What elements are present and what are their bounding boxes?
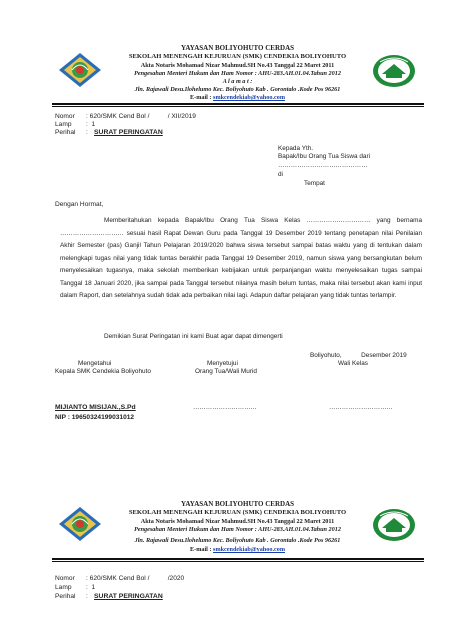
sign-mid-caption: Menyetujui [207, 360, 238, 367]
place-date: Boliyohuto, Desember 2019 [310, 352, 407, 359]
lamp-value: : 1 [86, 584, 96, 591]
notary-deed: Akta Notaris Mohamad Nizar Mahmud.SH No.43 Tanggal 22 Maret 2011 [140, 518, 335, 525]
parent-signature-blank: ………………………… [193, 404, 257, 411]
teacher-signature-blank: ………………………… [329, 404, 393, 411]
school-name: SEKOLAH MENENGAH KEJURUAN (SMK) CENDEKIA BOLIYOHUTO [128, 509, 347, 516]
email-link[interactable]: smkcendekiab@yahoo.com [213, 546, 285, 553]
sign-right-caption: Wali Kelas [338, 360, 368, 367]
recipient-parent: Bapak/Ibu Orang Tua Siswa dari [278, 153, 371, 160]
notary-deed: Akta Notaris Mohamad Nizar Mahmud.SH No.43 Tanggal 22 Maret 2011 [140, 62, 335, 69]
foundation-name: YAYASAN BOLIYOHUTO CERDAS [180, 500, 295, 508]
lamp-label: Lamp [55, 121, 72, 128]
perihal-value: SURAT PERINGATAN [94, 129, 163, 136]
nomor-label: Nomor [55, 575, 75, 582]
ministry-approval: Pengesahan Menteri Hukum dan Ham Nomor : AHU-283.AH.01.04.Tahun 2012 [134, 526, 341, 533]
header-rule-thick [52, 558, 424, 560]
header-rule-thin [52, 561, 424, 562]
school-address: Jln. Rajawali Desu.Ilohelumo Kec. Boliyohuto Kab . Gorontalo .Kode Pos 96261 [134, 86, 341, 93]
address-label: A l a m a t : [222, 78, 253, 85]
lamp-value: : 1 [86, 121, 96, 128]
email-link[interactable]: smkcendekiab@yahoo.com [213, 94, 285, 101]
email-label: E-mail : [190, 546, 212, 553]
email-line [105, 546, 370, 553]
recipient-student-blank: …………………………………… [278, 162, 368, 169]
nomor-value: : 620/SMK Cend Bol / /2020 [86, 575, 185, 582]
head-name: MIJIANTO MISIJAN.,S.Pd [55, 404, 136, 411]
sign-left-caption: Mengetahui [78, 360, 112, 367]
ministry-approval: Pengesahan Menteri Hukum dan Ham Nomor : AHU-283.AH.01.04.Tahun 2012 [134, 70, 341, 77]
perihal-label: Perihal [55, 593, 76, 600]
sign-left-title: Kepala SMK Cendekia Boliyohuto [55, 368, 151, 375]
recipient-di: di [278, 171, 283, 178]
perihal-colon: : [86, 593, 88, 600]
lamp-label: Lamp [55, 584, 72, 591]
school-address: Jln. Rajawali Desu.Ilohelumo Kec. Boliyohuto Kab . Gorontalo .Kode Pos 96261 [134, 537, 341, 544]
nomor-value: : 620/SMK Cend Bol / / XII/2019 [86, 113, 196, 120]
sign-mid-title: Orang Tua/Wali Murid [195, 368, 257, 375]
perihal-label: Perihal [55, 129, 76, 136]
nomor-label: Nomor [55, 113, 75, 120]
perihal-value: SURAT PERINGATAN [94, 593, 163, 600]
body-paragraph-2: Demikian Surat Peringatan ini kami Buat agar dapat dimengerti [104, 333, 283, 340]
email-label: E-mail : [190, 94, 212, 101]
recipient-salutation: Kepada Yth. [278, 145, 314, 152]
foundation-name: YAYASAN BOLIYOHUTO CERDAS [180, 44, 295, 52]
greeting: Dengan Hormat, [55, 201, 104, 208]
school-name: SEKOLAH MENENGAH KEJURUAN (SMK) CENDEKIA BOLIYOHUTO [128, 53, 347, 60]
perihal-colon: : [86, 129, 88, 136]
recipient-place: Tempat [304, 180, 325, 187]
head-nip: NIP : 19650324199031012 [55, 414, 135, 421]
body-paragraph-1: Memberitahukan kepada Bapak/Ibu Orang Tua Siswa Kelas ………………………… yang bernama ………………………… sesuai hasil Rapat Dewan Guru pada Tanggal 19 Desember 2019 tentang penetapan nilai Penilaian Akhir Semester (pas) Ganjil Tahun Pelajaran 2019/2020 bahwa siswa tersebut sampai batas waktu yang di tentukan dalam melengkapi tugas nilai yang tidak tuntas berakhir pada Tanggal 19 Desember 2019, namun siswa yang bersangkutan belum menyelesaikan tugasnya, maka sekolah memberikan kebijakan untuk perpanjangan waktu menyelesaikan tugas sampai Tanggal 18 Januari 2020, jika sampai pada Tanggal tersebut nilainya masih belum tuntas, maka nilai tersebut akan kami input dalam Raport, dan setelahnya sudah tidak ada perbaikan nilai lagi. Adapun daftar pelajaran yang tidak tuntas terlampir. [60, 217, 422, 300]
